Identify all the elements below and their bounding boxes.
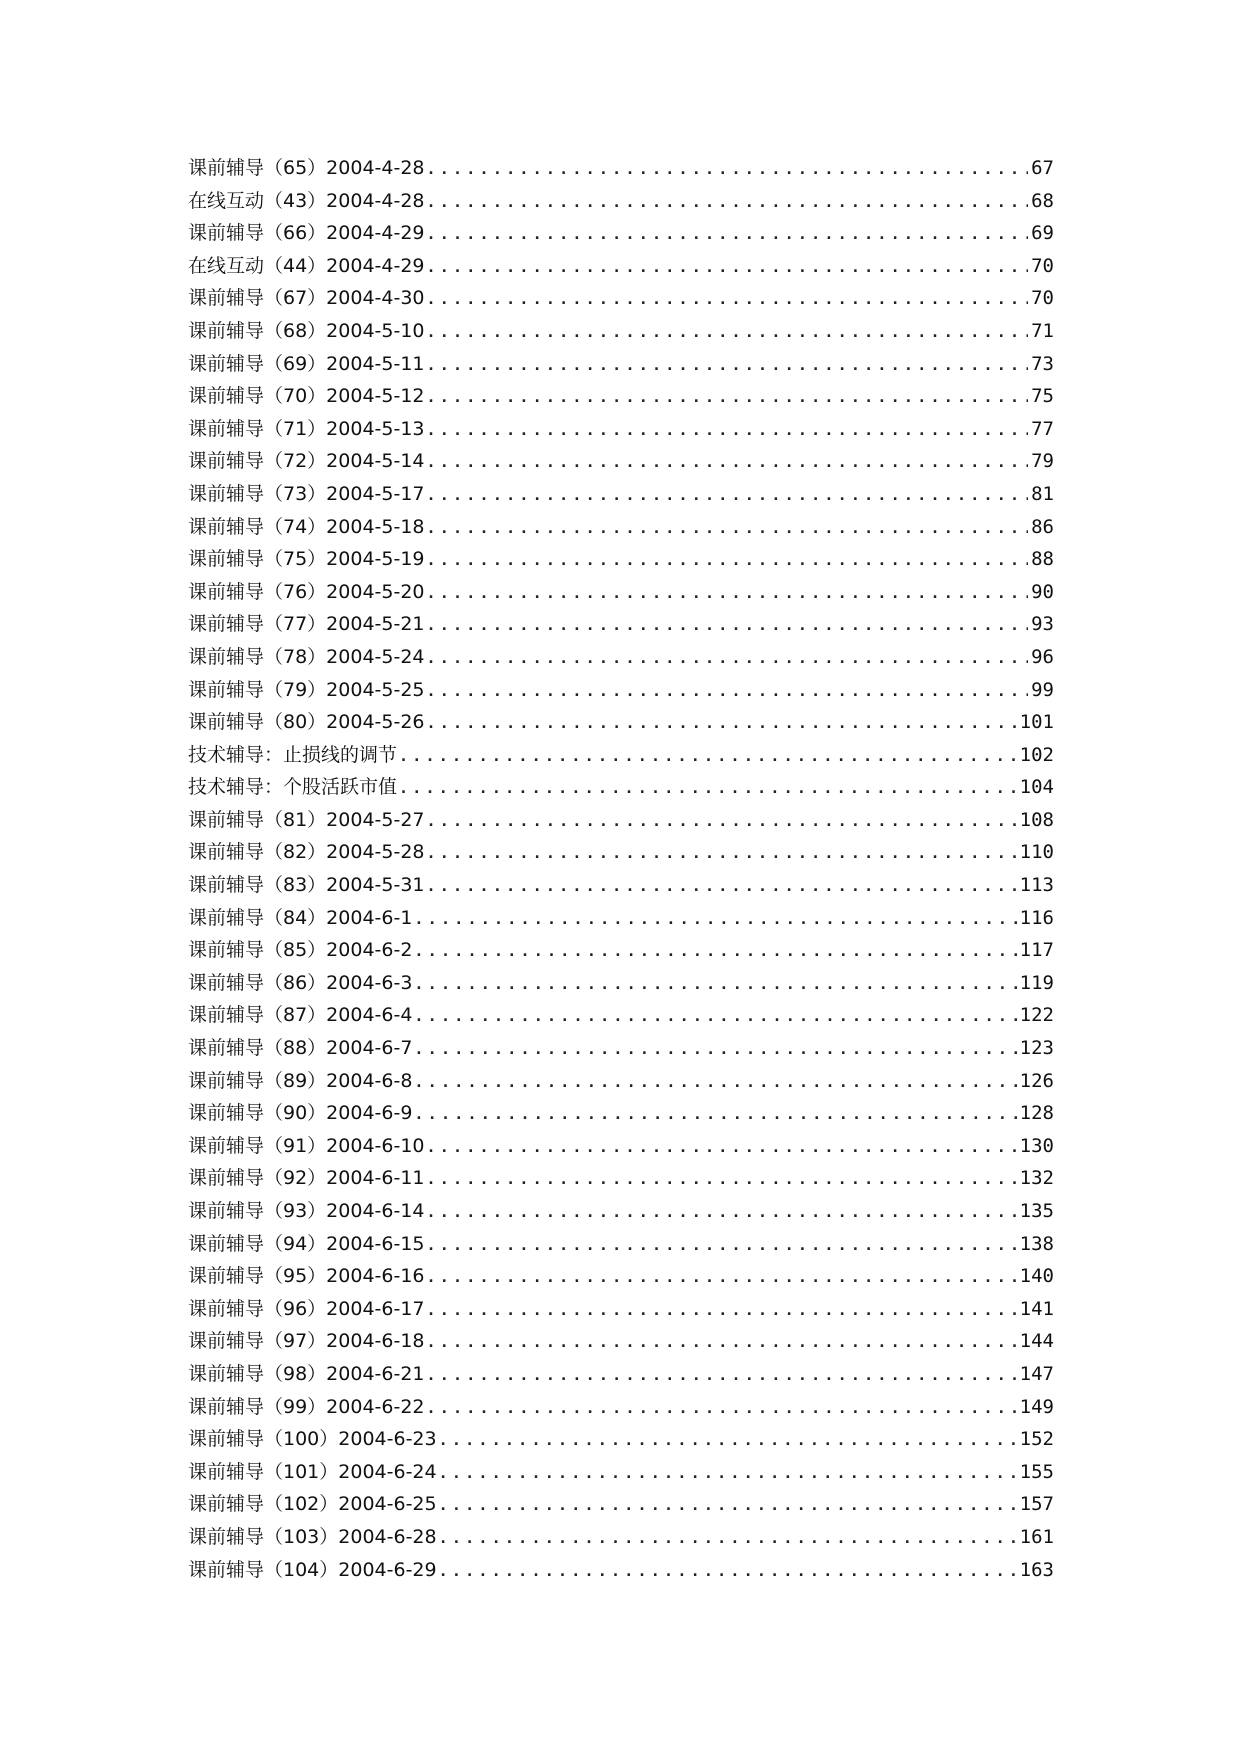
toc-entry-page-number: 69 [1031, 222, 1054, 245]
toc-entry[interactable] [188, 250, 1054, 283]
toc-entry[interactable] [188, 674, 1054, 707]
toc-entry-page-number: 99 [1031, 678, 1054, 701]
toc-entry[interactable] [188, 217, 1054, 250]
toc-entry-title: 课前辅导（82）2004-5-28 [188, 841, 425, 864]
toc-entry[interactable] [188, 999, 1054, 1032]
toc-entry-title: 课前辅导（101）2004-6-24 [188, 1460, 437, 1483]
toc-entry[interactable] [188, 804, 1054, 837]
toc-entry-page-number: 152 [1019, 1428, 1054, 1451]
dot-leader [427, 608, 1028, 642]
toc-entry-title: 课前辅导（87）2004-6-4 [188, 1004, 413, 1027]
dot-leader [427, 836, 1018, 870]
dot-leader [427, 543, 1028, 577]
toc-entry-title: 课前辅导（73）2004-5-17 [188, 482, 425, 505]
toc-entry[interactable] [188, 1162, 1054, 1195]
toc-entry-title: 课前辅导（92）2004-6-11 [188, 1167, 425, 1190]
toc-entry-page-number: 123 [1019, 1037, 1054, 1060]
toc-entry-title: 课前辅导（69）2004-5-11 [188, 352, 425, 375]
toc-entry-page-number: 77 [1031, 417, 1054, 440]
toc-entry[interactable] [188, 543, 1054, 576]
toc-entry-title: 课前辅导（89）2004-6-8 [188, 1069, 413, 1092]
toc-entry-title: 课前辅导（103）2004-6-28 [188, 1525, 437, 1548]
dot-leader [427, 1228, 1018, 1262]
toc-entry-title: 课前辅导（88）2004-6-7 [188, 1037, 413, 1060]
toc-entry[interactable] [188, 1260, 1054, 1293]
toc-entry[interactable] [188, 1423, 1054, 1456]
toc-entry-page-number: 144 [1019, 1330, 1054, 1353]
toc-entry-title: 课前辅导（68）2004-5-10 [188, 319, 425, 342]
toc-entry[interactable] [188, 706, 1054, 739]
toc-entry-page-number: 67 [1031, 157, 1054, 179]
toc-entry-title: 技术辅导：个股活跃市值 [188, 776, 398, 799]
toc-entry[interactable] [188, 1293, 1054, 1326]
toc-entry-title: 课前辅导（98）2004-6-21 [188, 1362, 425, 1385]
toc-entry[interactable] [188, 1554, 1054, 1587]
toc-entry-title: 课前辅导（78）2004-5-24 [188, 645, 425, 668]
toc-entry-title: 课前辅导（100）2004-6-23 [188, 1428, 437, 1451]
toc-entry-page-number: 141 [1019, 1297, 1054, 1320]
toc-entry[interactable] [188, 380, 1054, 413]
toc-entry-page-number: 75 [1031, 385, 1054, 408]
dot-leader [414, 934, 1017, 968]
toc-entry[interactable] [188, 739, 1054, 772]
toc-entry[interactable] [188, 576, 1054, 609]
toc-entry-title: 课前辅导（97）2004-6-18 [188, 1330, 425, 1353]
dot-leader [427, 869, 1018, 903]
toc-entry-page-number: 90 [1031, 580, 1054, 603]
dot-leader [414, 967, 1017, 1001]
toc-entry-page-number: 126 [1019, 1069, 1054, 1092]
dot-leader [427, 1162, 1018, 1196]
toc-entry-title: 课前辅导（85）2004-6-2 [188, 939, 413, 962]
toc-entry-page-number: 70 [1031, 287, 1054, 310]
toc-entry-title: 课前辅导（66）2004-4-29 [188, 222, 425, 245]
toc-entry[interactable] [188, 185, 1054, 218]
toc-entry-page-number: 138 [1019, 1232, 1054, 1255]
dot-leader [399, 771, 1018, 805]
toc-entry[interactable] [188, 445, 1054, 478]
dot-leader [427, 576, 1028, 610]
toc-entry-page-number: 79 [1031, 450, 1054, 473]
toc-entry-page-number: 101 [1019, 711, 1054, 734]
dot-leader [399, 739, 1018, 773]
toc-entry-title: 课前辅导（95）2004-6-16 [188, 1265, 425, 1288]
toc-entry-title: 课前辅导（99）2004-6-22 [188, 1395, 425, 1418]
dot-leader [427, 152, 1028, 186]
toc-entry[interactable] [188, 1325, 1054, 1358]
dot-leader [427, 413, 1028, 447]
dot-leader [439, 1554, 1018, 1588]
dot-leader [427, 445, 1028, 479]
toc-entry[interactable] [188, 1358, 1054, 1391]
dot-leader [414, 1097, 1017, 1131]
toc-entry-title: 课前辅导（94）2004-6-15 [188, 1232, 425, 1255]
toc-entry-title: 在线互动（44）2004-4-29 [188, 254, 425, 277]
dot-leader [427, 1260, 1018, 1294]
toc-entry[interactable] [188, 1065, 1054, 1098]
toc-entry-page-number: 96 [1031, 645, 1054, 668]
toc-entry[interactable] [188, 511, 1054, 544]
toc-entry-page-number: 119 [1019, 971, 1054, 994]
dot-leader [427, 674, 1028, 708]
toc-entry-page-number: 132 [1019, 1167, 1054, 1190]
toc-entry-page-number: 161 [1019, 1525, 1054, 1548]
toc-entry[interactable] [188, 836, 1054, 869]
toc-entry-page-number: 130 [1019, 1134, 1054, 1157]
toc-entry[interactable] [188, 1228, 1054, 1261]
toc-entry-page-number: 81 [1031, 482, 1054, 505]
toc-entry-title: 课前辅导（83）2004-5-31 [188, 874, 425, 897]
toc-entry[interactable] [188, 1456, 1054, 1489]
toc-entry[interactable] [188, 348, 1054, 381]
toc-entry-page-number: 86 [1031, 515, 1054, 538]
toc-entry[interactable] [188, 1032, 1054, 1065]
dot-leader [427, 185, 1028, 219]
toc-entry[interactable] [188, 608, 1054, 641]
toc-entry-title: 课前辅导（86）2004-6-3 [188, 971, 413, 994]
dot-leader [427, 315, 1028, 349]
toc-entry-page-number: 104 [1019, 776, 1054, 799]
toc-entry-page-number: 102 [1019, 743, 1054, 766]
toc-entry-title: 课前辅导（84）2004-6-1 [188, 906, 413, 929]
dot-leader [439, 1521, 1018, 1555]
toc-entry[interactable] [188, 1391, 1054, 1424]
dot-leader [427, 1293, 1018, 1327]
dot-leader [427, 282, 1028, 316]
toc-entry-title: 在线互动（43）2004-4-28 [188, 189, 425, 212]
dot-leader [439, 1488, 1018, 1522]
toc-entry[interactable] [188, 967, 1054, 1000]
dot-leader [439, 1456, 1018, 1490]
toc-entry-title: 课前辅导（65）2004-4-28 [188, 157, 425, 179]
toc-entry-title: 课前辅导（74）2004-5-18 [188, 515, 425, 538]
toc-entry-title: 课前辅导（72）2004-5-14 [188, 450, 425, 473]
toc-entry-title: 课前辅导（79）2004-5-25 [188, 678, 425, 701]
toc-entry[interactable] [188, 413, 1054, 446]
toc-entry[interactable] [188, 771, 1054, 804]
dot-leader [439, 1423, 1018, 1457]
dot-leader [427, 1325, 1018, 1359]
toc-entry-title: 课前辅导（96）2004-6-17 [188, 1297, 425, 1320]
dot-leader [414, 999, 1017, 1033]
toc-entry-title: 课前辅导（76）2004-5-20 [188, 580, 425, 603]
toc-entry-title: 课前辅导（90）2004-6-9 [188, 1102, 413, 1125]
toc-entry-page-number: 128 [1019, 1102, 1054, 1125]
dot-leader [427, 217, 1028, 251]
table-of-contents [188, 152, 1054, 1586]
dot-leader [427, 706, 1018, 740]
dot-leader [427, 380, 1028, 414]
toc-entry-page-number: 73 [1031, 352, 1054, 375]
dot-leader [427, 1195, 1018, 1229]
toc-entry-page-number: 108 [1019, 808, 1054, 831]
toc-entry[interactable] [188, 869, 1054, 902]
toc-entry-title: 课前辅导（71）2004-5-13 [188, 417, 425, 440]
dot-leader [427, 641, 1028, 675]
toc-entry-title: 课前辅导（91）2004-6-10 [188, 1134, 425, 1157]
dot-leader [414, 902, 1017, 936]
toc-entry-page-number: 113 [1019, 874, 1054, 897]
toc-entry[interactable] [188, 902, 1054, 935]
dot-leader [427, 1391, 1018, 1425]
toc-entry-title: 课前辅导（80）2004-5-26 [188, 711, 425, 734]
toc-entry[interactable] [188, 1195, 1054, 1228]
toc-entry[interactable] [188, 1097, 1054, 1130]
toc-entry-page-number: 140 [1019, 1265, 1054, 1288]
dot-leader [414, 1065, 1017, 1099]
toc-entry-page-number: 68 [1031, 189, 1054, 212]
toc-entry-page-number: 70 [1031, 254, 1054, 277]
dot-leader [427, 804, 1018, 838]
toc-entry-title: 技术辅导：止损线的调节 [188, 743, 398, 766]
toc-entry-page-number: 116 [1019, 906, 1054, 929]
toc-entry-title: 课前辅导（67）2004-4-30 [188, 287, 425, 310]
dot-leader [414, 1032, 1017, 1066]
toc-entry-page-number: 117 [1019, 939, 1054, 962]
toc-entry-page-number: 163 [1019, 1558, 1054, 1581]
toc-entry-page-number: 147 [1019, 1362, 1054, 1385]
toc-entry-page-number: 135 [1019, 1200, 1054, 1222]
toc-entry[interactable] [188, 315, 1054, 348]
dot-leader [427, 250, 1028, 284]
toc-entry-title: 课前辅导（81）2004-5-27 [188, 808, 425, 831]
toc-entry-title: 课前辅导（102）2004-6-25 [188, 1493, 437, 1516]
toc-entry[interactable] [188, 152, 1054, 185]
dot-leader [427, 1358, 1018, 1392]
toc-entry-page-number: 157 [1019, 1493, 1054, 1516]
toc-entry[interactable] [188, 1488, 1054, 1521]
toc-entry-page-number: 110 [1019, 841, 1054, 864]
toc-entry[interactable] [188, 1130, 1054, 1163]
toc-entry-page-number: 122 [1019, 1004, 1054, 1027]
toc-entry-page-number: 155 [1019, 1460, 1054, 1483]
toc-entry-page-number: 93 [1031, 613, 1054, 636]
toc-entry[interactable] [188, 641, 1054, 674]
dot-leader [427, 478, 1028, 512]
toc-entry[interactable] [188, 1521, 1054, 1554]
toc-entry-title: 课前辅导（75）2004-5-19 [188, 548, 425, 571]
toc-entry-title: 课前辅导（77）2004-5-21 [188, 613, 425, 636]
toc-entry[interactable] [188, 478, 1054, 511]
toc-entry-title: 课前辅导（70）2004-5-12 [188, 385, 425, 408]
toc-entry-page-number: 88 [1031, 548, 1054, 571]
toc-entry-title: 课前辅导（104）2004-6-29 [188, 1558, 437, 1581]
dot-leader [427, 1130, 1018, 1164]
toc-entry-page-number: 71 [1031, 319, 1054, 342]
toc-entry[interactable] [188, 282, 1054, 315]
dot-leader [427, 348, 1028, 382]
toc-entry-title: 课前辅导（93）2004-6-14 [188, 1200, 425, 1222]
toc-entry-page-number: 149 [1019, 1395, 1054, 1418]
toc-entry[interactable] [188, 934, 1054, 967]
dot-leader [427, 511, 1028, 545]
